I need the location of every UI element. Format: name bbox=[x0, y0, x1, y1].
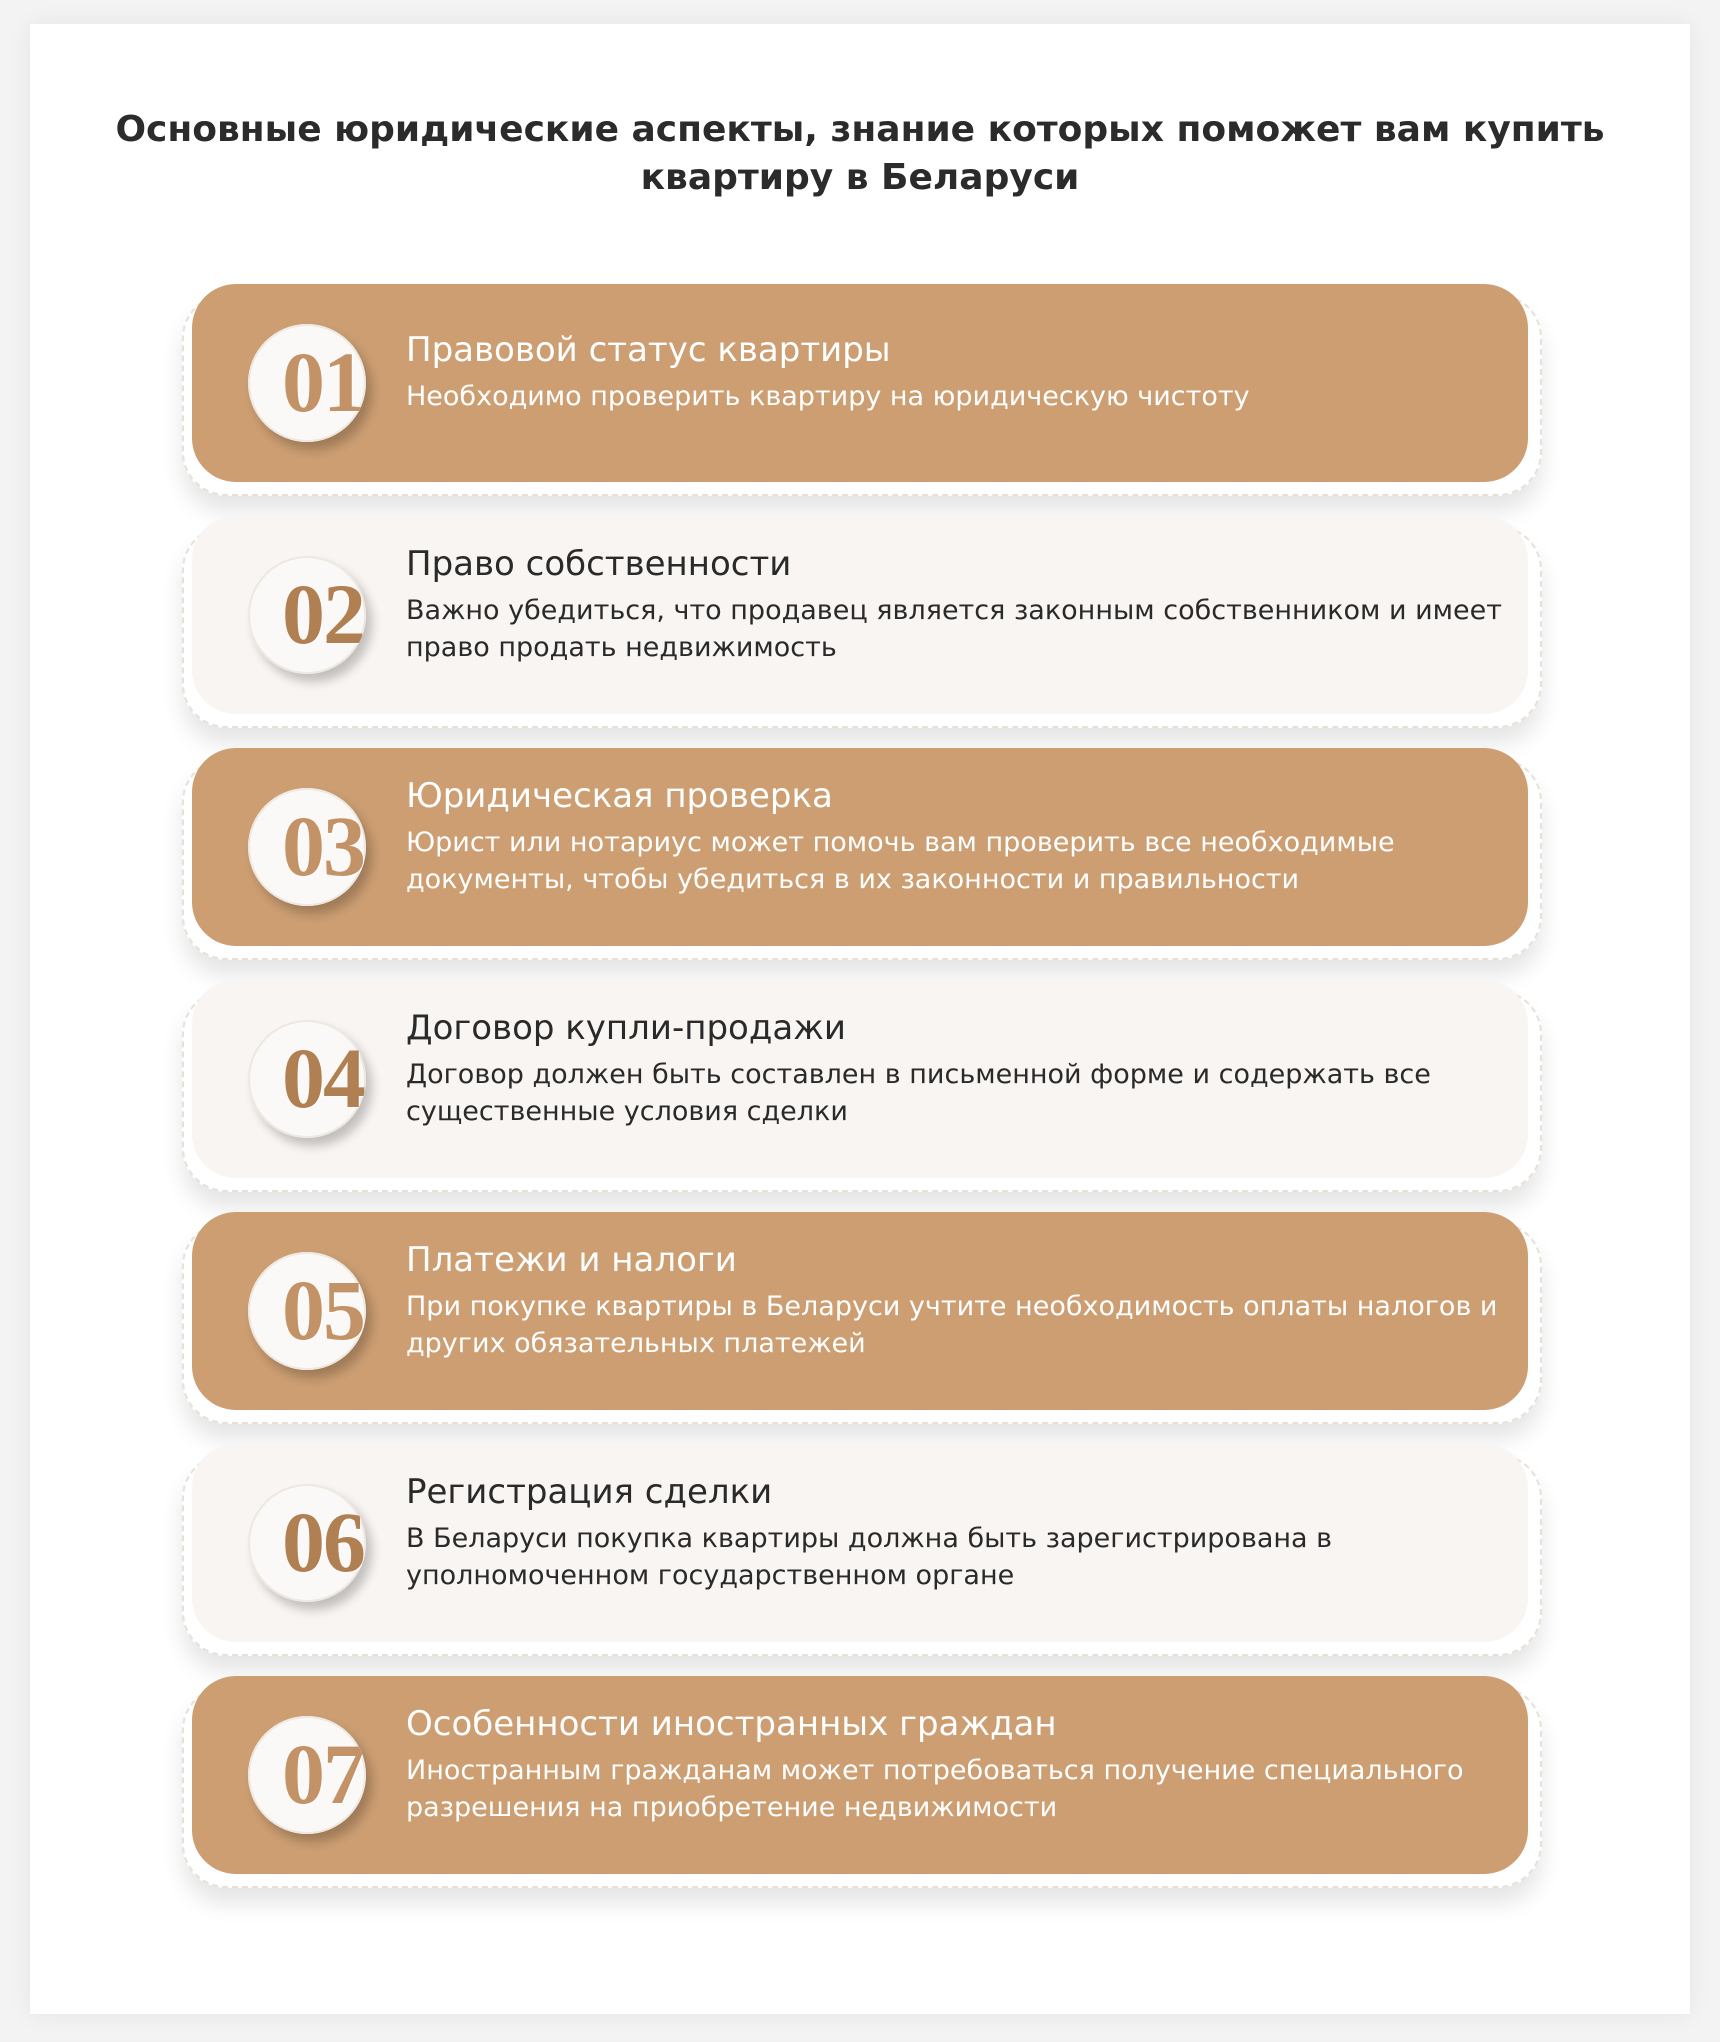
number-badge bbox=[248, 1716, 366, 1834]
page-title-line-1: Основные юридические аспекты, знание которых поможет вам купить bbox=[115, 109, 1605, 150]
card-title: Регистрация сделки bbox=[406, 1472, 773, 1512]
card-description: При покупке квартиры в Беларуси учтите необходимость оплаты налогов и других обязательных платежей bbox=[406, 1291, 1498, 1359]
aspect-list bbox=[30, 24, 1690, 2014]
page-title-line-2: квартиру в Беларуси bbox=[640, 157, 1080, 198]
card-description: Важно убедиться, что продавец является законным собственником и имеет право продать недвижимость bbox=[406, 595, 1502, 663]
card-text bbox=[406, 774, 1506, 898]
card-title: Правовой статус квартиры bbox=[406, 330, 891, 370]
aspect-card-4 bbox=[192, 980, 1528, 1178]
aspect-card-3 bbox=[192, 748, 1528, 946]
number-badge bbox=[248, 1252, 366, 1370]
aspect-card-6 bbox=[192, 1444, 1528, 1642]
card-title: Право собственности bbox=[406, 544, 792, 584]
aspect-card-5 bbox=[192, 1212, 1528, 1410]
card-description: В Беларуси покупка квартиры должна быть зарегистрирована в уполномоченном государственном органе bbox=[406, 1523, 1333, 1591]
card-description: Необходимо проверить квартиру на юридическую чистоту bbox=[406, 381, 1250, 412]
number-badge-label: 04 bbox=[282, 1030, 364, 1126]
card-text bbox=[406, 1238, 1506, 1362]
number-badge-label: 05 bbox=[282, 1262, 364, 1358]
aspect-card-2 bbox=[192, 516, 1528, 714]
card-title: Особенности иностранных граждан bbox=[406, 1704, 1057, 1744]
card-text bbox=[406, 328, 1506, 415]
card-text bbox=[406, 1006, 1506, 1130]
card-text bbox=[406, 1702, 1506, 1826]
aspect-card-7 bbox=[192, 1676, 1528, 1874]
infographic-page bbox=[30, 24, 1690, 2014]
number-badge bbox=[248, 556, 366, 674]
card-text bbox=[406, 542, 1506, 666]
number-badge-label: 01 bbox=[282, 334, 364, 430]
number-badge-label: 03 bbox=[282, 798, 364, 894]
card-title: Договор купли-продажи bbox=[406, 1008, 846, 1048]
number-badge bbox=[248, 788, 366, 906]
card-description: Договор должен быть составлен в письменной форме и содержать все существенные условия сделки bbox=[406, 1059, 1431, 1127]
number-badge-label: 06 bbox=[282, 1494, 364, 1590]
number-badge-label: 07 bbox=[282, 1726, 364, 1822]
number-badge bbox=[248, 1484, 366, 1602]
card-description: Иностранным гражданам может потребоваться получение специального разрешения на приобретение недвижимости bbox=[406, 1755, 1464, 1823]
card-text bbox=[406, 1470, 1506, 1594]
number-badge bbox=[248, 324, 366, 442]
aspect-card-1 bbox=[192, 284, 1528, 482]
number-badge bbox=[248, 1020, 366, 1138]
number-badge-label: 02 bbox=[282, 566, 364, 662]
card-title: Платежи и налоги bbox=[406, 1240, 737, 1280]
card-description: Юрист или нотариус может помочь вам проверить все необходимые документы, чтобы убедиться в их законности и правильности bbox=[406, 827, 1395, 895]
card-title: Юридическая проверка bbox=[406, 776, 833, 816]
